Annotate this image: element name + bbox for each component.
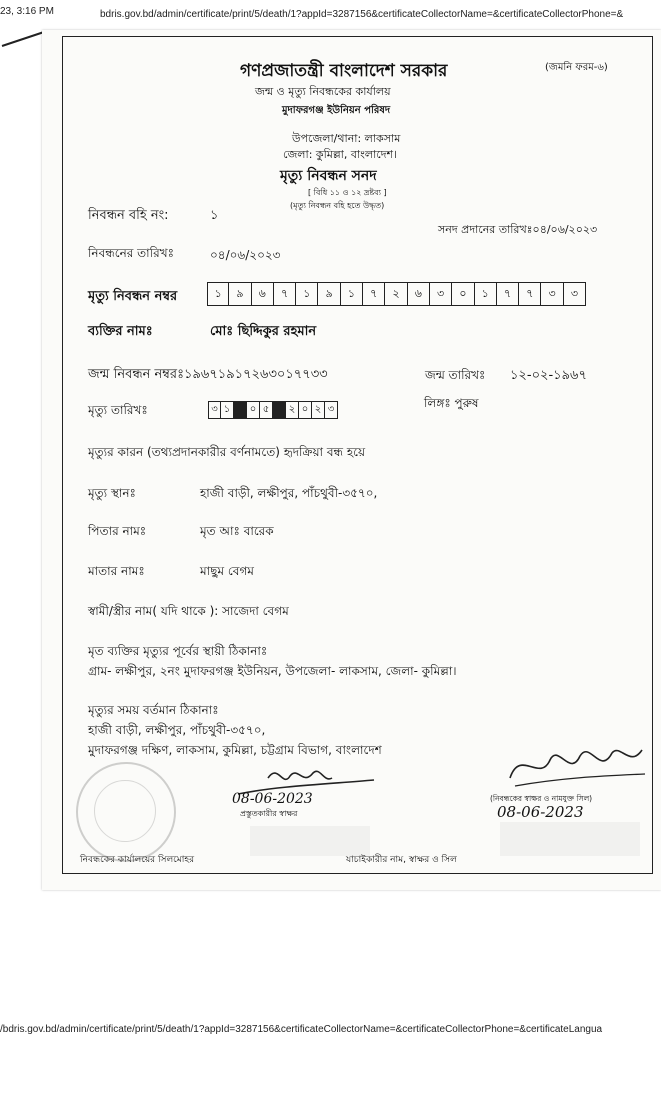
registration-digit-box: ৭: [274, 282, 296, 306]
union-name: মুদাফরগঞ্জ ইউনিয়ন পরিষদ: [282, 105, 391, 116]
registrar-handwritten-date: 08-06-2023: [497, 803, 584, 821]
office-seal-label: নিবন্ধকের কার্যালয়ের সিলমোহর: [80, 855, 195, 865]
issue-date: সনদ প্রদানের তারিখঃ০৪/০৬/২০২৩: [438, 223, 598, 236]
registration-digit-box: ৬: [252, 282, 274, 306]
registration-digit-box: ৩: [564, 282, 586, 306]
government-title: গণপ্রজাতন্ত্রী বাংলাদেশ সরকার: [240, 61, 448, 81]
verifier-label: যাচাইকারীর নাম, স্বাক্ষর ও সিল: [346, 855, 457, 865]
permanent-address-label: মৃত ব্যক্তির মৃত্যুর পূর্বের স্থায়ী ঠিকানাঃ: [88, 644, 268, 658]
registration-digit-box: ১: [475, 282, 497, 306]
office-title: জন্ম ও মৃত্যু নিবন্ধকের কার্যালয়: [255, 85, 391, 98]
current-address-label: মৃত্যুর সময় বর্তমান ঠিকানাঃ: [88, 703, 219, 717]
registrar-signature-label: (নিবন্ধকের স্বাক্ষর ও নামযুক্ত সিল): [490, 794, 593, 803]
mother-name-label: মাতার নামঃ: [88, 564, 145, 578]
person-name: মোঃ ছিদ্দিকুর রহমান: [210, 324, 317, 339]
spouse-name: স্বামী/স্ত্রীর নাম( যদি থাকে ): সাজেদা বেগম: [88, 604, 289, 618]
date-separator-box: [234, 401, 247, 419]
registration-date-label: নিবন্ধনের তারিখঃ: [88, 246, 174, 260]
death-date-digit-box: ২: [312, 401, 325, 419]
print-url-top: bdris.gov.bd/admin/certificate/print/5/death/1?appId=3287156&certificateCollectorName=&certificateCollectorPhone=&: [100, 9, 624, 20]
form-number: (জমনি ফরম-৬): [545, 62, 608, 73]
preparer-signature-label: প্রস্তুতকারীর স্বাক্ষর: [240, 809, 298, 818]
death-date-digit-box: ১: [221, 401, 234, 419]
death-date-boxes: [208, 401, 338, 419]
registration-digit-box: ১: [296, 282, 318, 306]
death-date-digit-box: ৩: [208, 401, 221, 419]
book-number-label: নিবন্ধন বহি নং:: [88, 208, 169, 223]
book-number: ১: [210, 208, 219, 223]
seal-inner-ring: [94, 780, 156, 842]
registration-digit-box: ১: [207, 282, 229, 306]
rule-reference: [ বিধি ১১ ও ১২ দ্রষ্টব্য ]: [308, 188, 387, 197]
death-date-digit-box: ৩: [325, 401, 338, 419]
birth-registration-number: জন্ম নিবন্ধন নম্বরঃ১৯৬৭১৯১৭২৬৩০১৭৭৩৩: [88, 367, 328, 382]
death-place: হাজী বাড়ী, লক্ষীপুর, পাঁচথুবী-৩৫৭০,: [200, 486, 378, 500]
death-date-digit-box: ২: [286, 401, 299, 419]
date-separator-box: [273, 401, 286, 419]
permanent-address: গ্রাম- লক্ষীপুর, ২নং মুদাফরগঞ্জ ইউনিয়ন, উপজেলা- লাকসাম, জেলা- কুমিল্লা।: [88, 664, 457, 678]
registration-date: ০৪/০৬/২০২৩: [210, 248, 281, 262]
district: জেলা: কুমিল্লা, বাংলাদেশ।: [283, 148, 397, 161]
registration-digit-box: ৯: [318, 282, 340, 306]
upazila: উপজেলা/থানা: লাকসাম: [292, 132, 401, 145]
death-date-label: মৃত্যু তারিখঃ: [88, 403, 148, 417]
birth-date: ১২-০২-১৯৬৭: [510, 368, 587, 383]
registrar-signature: [500, 738, 650, 793]
registration-number-boxes: [207, 282, 586, 306]
current-address-line-1: হাজী বাড়ী, লক্ষীপুর, পাঁচথুবী-৩৫৭০,: [88, 723, 266, 737]
gender: লিঙ্গঃ পুরুষ: [424, 396, 479, 410]
registration-digit-box: ৩: [541, 282, 563, 306]
preparer-handwritten-date: 08-06-2023: [232, 791, 313, 807]
registration-digit-box: ৭: [363, 282, 385, 306]
person-name-label: ব্যক্তির নামঃ: [88, 324, 153, 339]
registration-digit-box: ৩: [430, 282, 452, 306]
registration-digit-box: ৭: [519, 282, 541, 306]
birth-date-label: জন্ম তারিখঃ: [425, 368, 486, 382]
extract-note: (মৃত্যু নিবন্ধন বহি হতে উদ্ধৃত): [290, 201, 385, 210]
registration-number-label: মৃত্যু নিবন্ধন নম্বর: [88, 289, 178, 304]
registration-digit-box: ৭: [497, 282, 519, 306]
cause-of-death: মৃত্যুর কারন (তথ্যপ্রদানকারীর বর্ণনামতে) হৃদক্রিয়া বন্ধ হয়ে: [88, 445, 366, 459]
death-date-digit-box: ৫: [260, 401, 273, 419]
father-name-label: পিতার নামঃ: [88, 524, 147, 538]
registration-digit-box: ১: [341, 282, 363, 306]
registration-digit-box: ২: [385, 282, 407, 306]
father-name: মৃত আঃ বারেক: [200, 524, 274, 538]
mother-name: মাছুম বেগম: [200, 564, 254, 578]
registration-digit-box: ৬: [408, 282, 430, 306]
print-timestamp: 23, 3:16 PM: [0, 6, 54, 17]
death-date-digit-box: ০: [299, 401, 312, 419]
faded-registrar-stamp: [500, 822, 640, 856]
death-place-label: মৃত্যু স্থানঃ: [88, 486, 136, 500]
certificate-title: মৃত্যু নিবন্ধন সনদ: [280, 168, 377, 184]
paper-corner-mark: [0, 30, 46, 48]
current-address-line-2: মুদাফরগঞ্জ দক্ষিণ, লাকসাম, কুমিল্লা, চট্টগ্রাম বিভাগ, বাংলাদেশ: [88, 743, 382, 757]
print-url-bottom: /bdris.gov.bd/admin/certificate/print/5/death/1?appId=3287156&certificateCollectorName=&certificateCollectorPhone=&certificateLangua: [0, 1024, 603, 1035]
registration-digit-box: ০: [452, 282, 474, 306]
death-date-digit-box: ০: [247, 401, 260, 419]
registration-digit-box: ৯: [229, 282, 251, 306]
